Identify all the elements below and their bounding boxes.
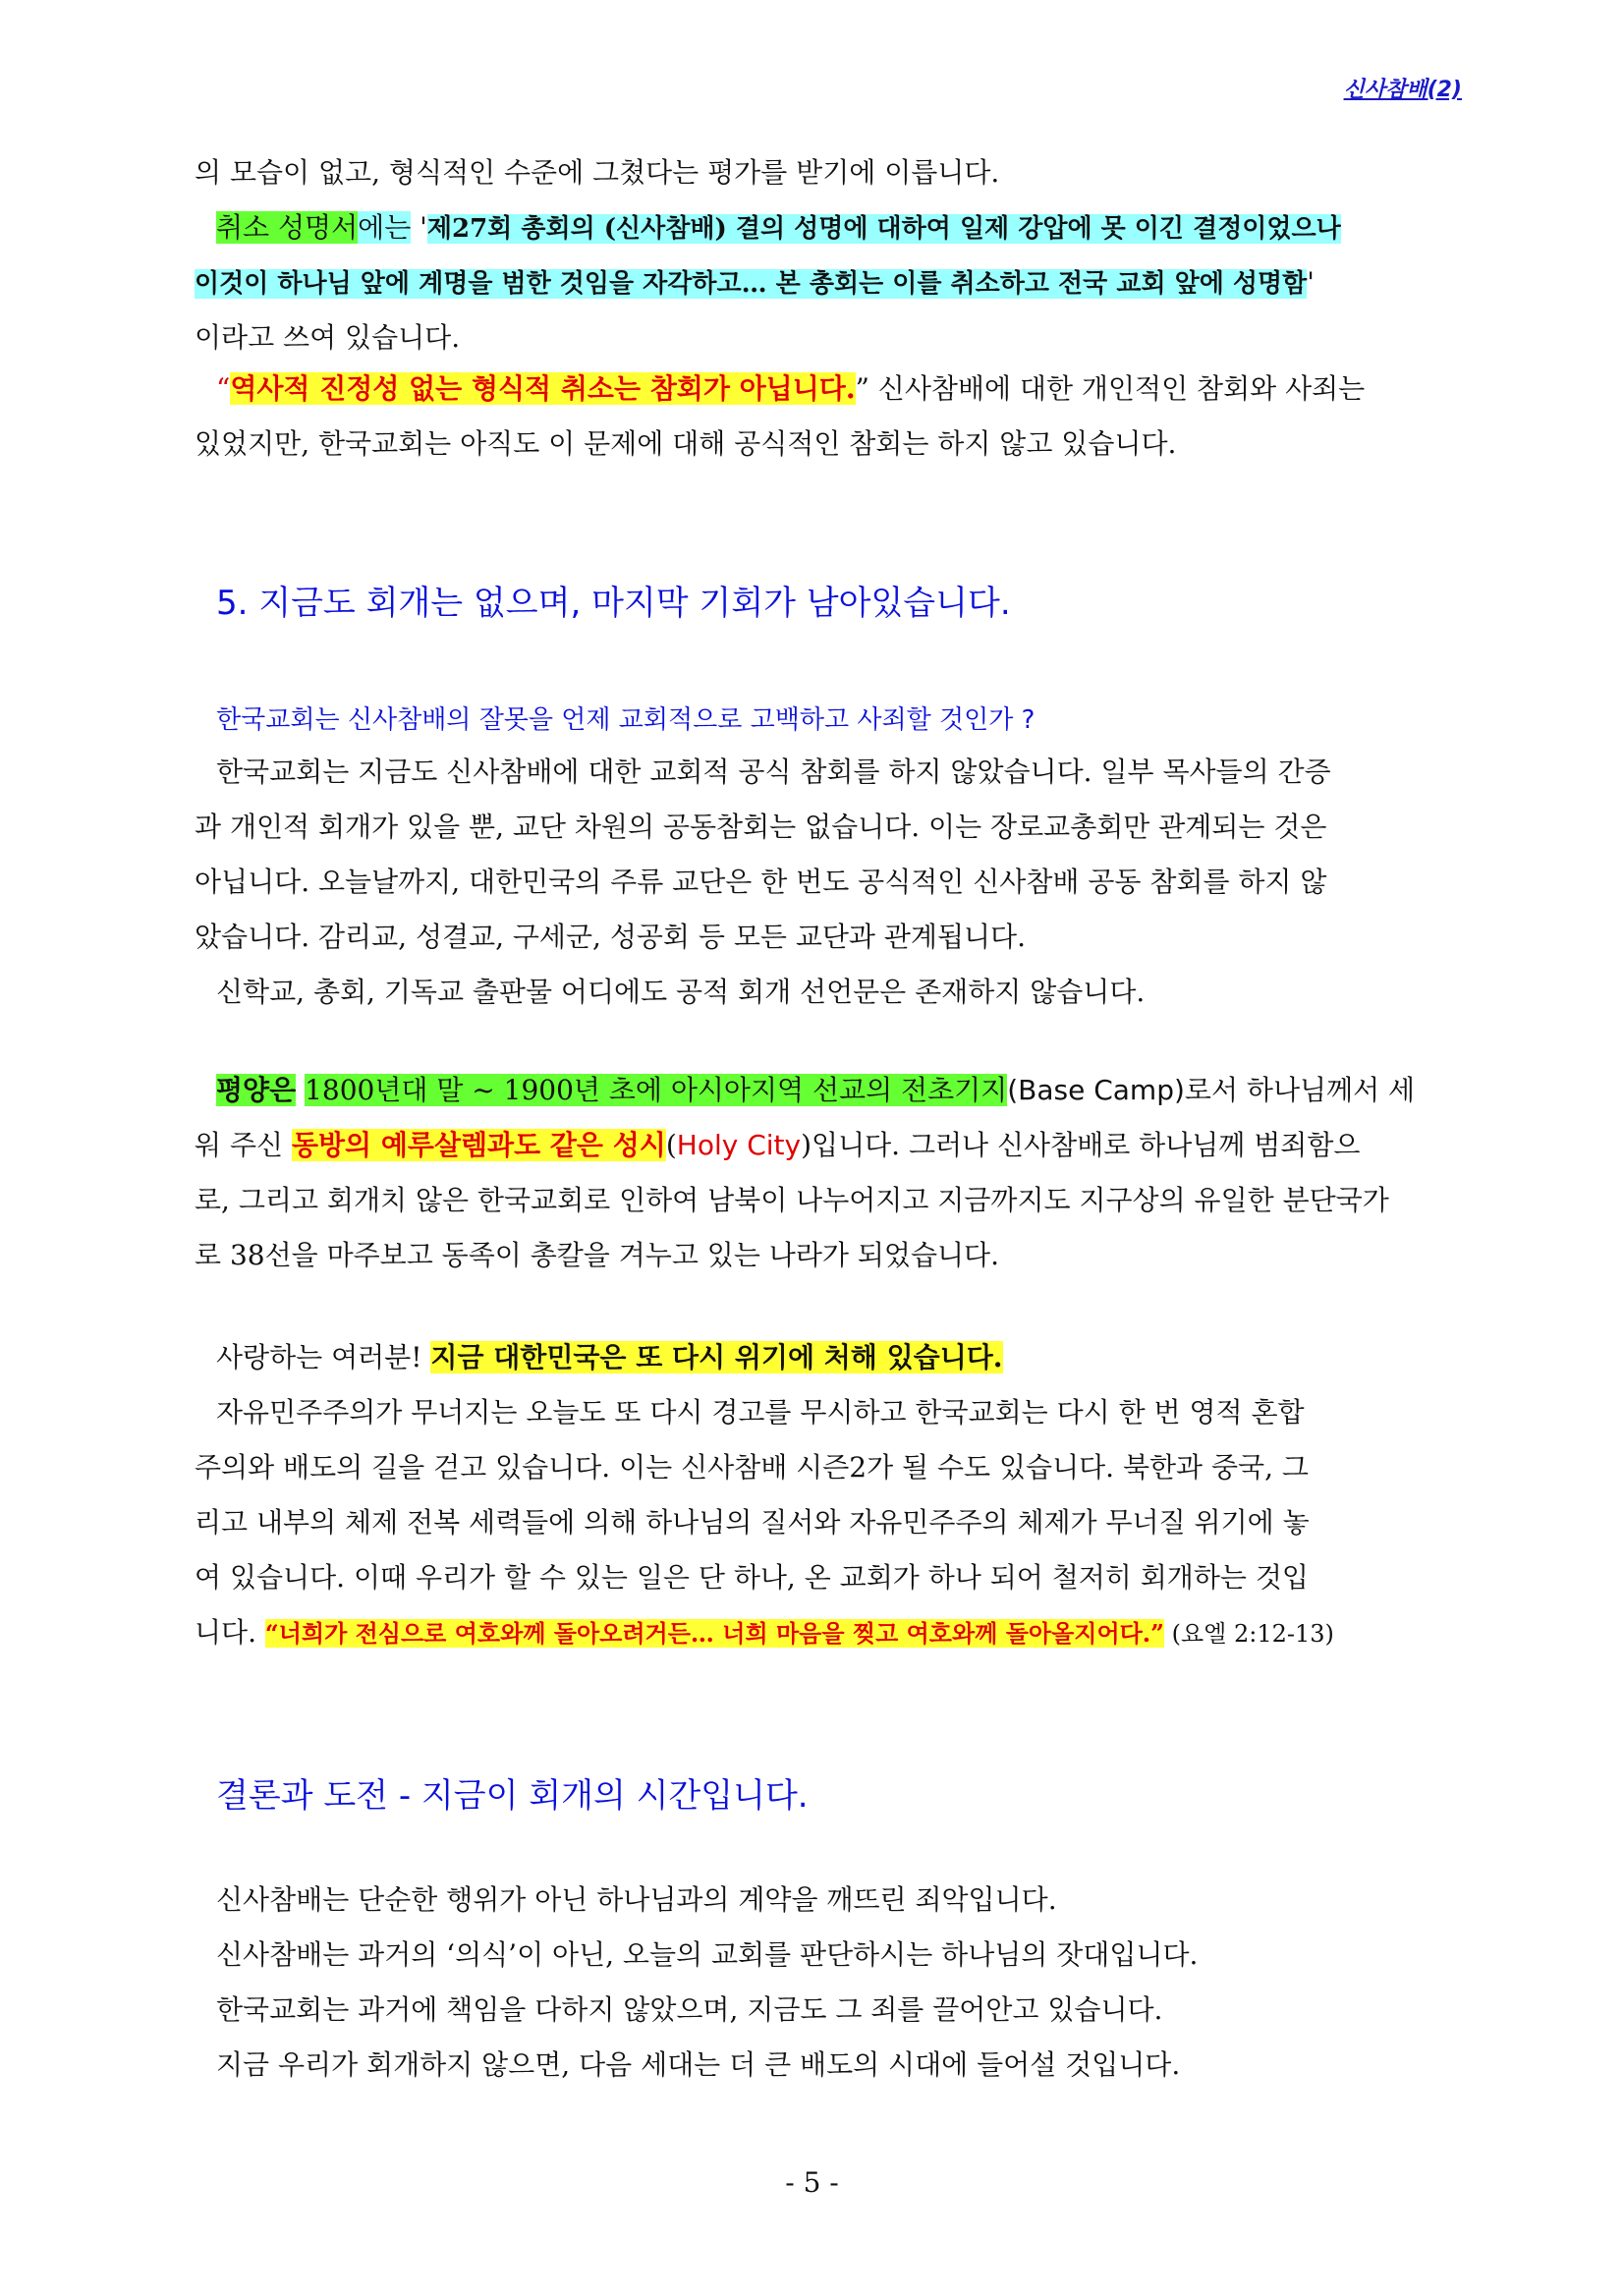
text-line	[195, 255, 1462, 310]
section-title: 결론과 도전 - 지금이 회개의 시간입니다.	[216, 1776, 809, 1816]
text-span: (Base Camp)로서 하나님께서 세	[1007, 1074, 1416, 1106]
paragraph-7	[195, 1873, 1462, 2093]
text-line: 한국교회는 지금도 신사참배에 대한 교회적 공식 참회를 하지 않았습니다. 일부 목사들의 간증	[216, 756, 1331, 788]
text-line	[195, 362, 1462, 417]
text-line: 자유민주주의가 무너지는 오늘도 또 다시 경고를 무시하고 한국교회는 다시 한 번 영적 혼합	[216, 1396, 1305, 1428]
text-line: 신사참배는 과거의 ‘의식’이 아닌, 오늘의 교회를 판단하시는 하나님의 잣대입니다.	[216, 1938, 1199, 1971]
highlight-text: 동방의 예루살렘과도 같은 성시	[291, 1129, 666, 1161]
paragraph-5	[195, 1063, 1462, 1283]
sub-question: 한국교회는 신사참배의 잘못을 언제 교회적으로 고백하고 사죄할 것인가 ?	[216, 705, 1036, 735]
highlight-text: 1800년대 말 ~ 1900년 초에 아시아지역 선교의 전초기지	[305, 1074, 1008, 1106]
paragraph-3	[195, 362, 1462, 472]
text-line: 리고 내부의 체제 전복 세력들에 의해 하나님의 질서와 자유민주주의 체제가 무너질 위기에 놓	[195, 1506, 1310, 1539]
text-line: 았습니다. 감리교, 성결교, 구세군, 성공회 등 모든 교단과 관계됩니다.	[195, 921, 1027, 953]
highlight-text: 제27회 총회의 (신사참배) 결의 성명에 대하여 일제 강압에 못 이긴 결정이었으나	[426, 214, 1341, 244]
page-number: - 5 -	[785, 2166, 839, 2199]
text-line: 신사참배는 단순한 행위가 아닌 하나님과의 계약을 깨뜨린 죄악입니다.	[216, 1883, 1057, 1916]
paragraph-2	[195, 200, 1462, 365]
text-line: 신학교, 총회, 기독교 출판물 어디에도 공적 회개 선언문은 존재하지 않습니다.	[216, 976, 1146, 1008]
text-line	[195, 1118, 1462, 1173]
header-tag: 신사참배(2)	[1343, 78, 1462, 102]
text-span: (	[665, 1129, 677, 1161]
text-line	[195, 1063, 1462, 1118]
text-line: 이라고 쓰여 있습니다.	[195, 321, 461, 354]
text-span: Holy City	[676, 1129, 802, 1161]
text-line: 지금 우리가 회개하지 않으면, 다음 세대는 더 큰 배도의 시대에 들어설 것입니다.	[216, 2048, 1181, 2081]
highlight-text: 지금 대한민국은 또 다시 위기에 처해 있습니다.	[430, 1341, 1003, 1373]
text-span: 워 주신	[195, 1129, 292, 1161]
highlight-text: 에는	[358, 211, 412, 244]
text-line	[195, 200, 1462, 255]
paragraph-6	[195, 1330, 1462, 1660]
text-line: 아닙니다. 오늘날까지, 대한민국의 주류 교단은 한 번도 공식적인 신사참배 공동 참회를 하지 않	[195, 866, 1327, 898]
text-span: “	[216, 372, 231, 405]
text-span	[296, 1074, 305, 1106]
highlight-text: 이것이 하나님 앞에 계명을 범한 것임을 자각하고… 본 총회는 이를 취소하고 전국 교회 앞에 성명함	[195, 269, 1308, 299]
text-line: 있었지만, 한국교회는 아직도 이 문제에 대해 공식적인 참회는 하지 않고 있습니다.	[195, 427, 1177, 460]
text-span: )입니다. 그러나 신사참배로 하나님께 범죄함으	[801, 1129, 1361, 1161]
scripture-reference: (요엘 2:12-13)	[1163, 1620, 1334, 1648]
highlight-text: 평양은	[216, 1074, 297, 1106]
text-span: '	[1307, 266, 1315, 299]
text-line: 과 개인적 회개가 있을 뿐, 교단 차원의 공동참회는 없습니다. 이는 장로교총회만 관계되는 것은	[195, 811, 1327, 843]
text-span: 사랑하는 여러분!	[216, 1341, 431, 1373]
paragraph-1	[195, 145, 1462, 200]
text-line: 한국교회는 과거에 책임을 다하지 않았으며, 지금도 그 죄를 끌어안고 있습니다.	[216, 1993, 1163, 2026]
text-span: '	[411, 211, 427, 244]
text-span: 니다.	[195, 1616, 265, 1649]
text-line: 의 모습이 없고, 형식적인 수준에 그쳤다는 평가를 받기에 이릅니다.	[195, 156, 1000, 189]
text-line: 주의와 배도의 길을 걷고 있습니다. 이는 신사참배 시즌2가 될 수도 있습니다. 북한과 중국, 그	[195, 1451, 1309, 1484]
text-line	[195, 1605, 1462, 1660]
text-line: 로 38선을 마주보고 동족이 총칼을 겨누고 있는 나라가 되었습니다.	[195, 1239, 999, 1271]
highlight-quote: 역사적 진정성 없는 형식적 취소는 참회가 아닙니다.	[230, 372, 856, 405]
text-span: ” 신사참배에 대한 개인적인 참회와 사죄는	[855, 372, 1366, 405]
highlight-text: 취소 성명서	[216, 211, 359, 244]
section-title: 5. 지금도 회개는 없으며, 마지막 기회가 남아있습니다.	[216, 584, 1011, 623]
text-line	[195, 1330, 1462, 1385]
section-heading	[216, 576, 1484, 624]
text-line: 여 있습니다. 이때 우리가 할 수 있는 일은 단 하나, 온 교회가 하나 되어 철저히 회개하는 것입	[195, 1561, 1309, 1594]
subheading	[216, 700, 1484, 736]
paragraph-4	[195, 745, 1462, 1020]
scripture-quote: “너희가 전심으로 여호와께 돌아오려거든… 너희 마음을 찢고 여호와께 돌아올지어다.”	[264, 1619, 1164, 1648]
conclusion-heading	[216, 1768, 1484, 1817]
text-line: 로, 그리고 회개치 않은 한국교회로 인하여 남북이 나누어지고 지금까지도 지구상의 유일한 분단국가	[195, 1184, 1389, 1216]
